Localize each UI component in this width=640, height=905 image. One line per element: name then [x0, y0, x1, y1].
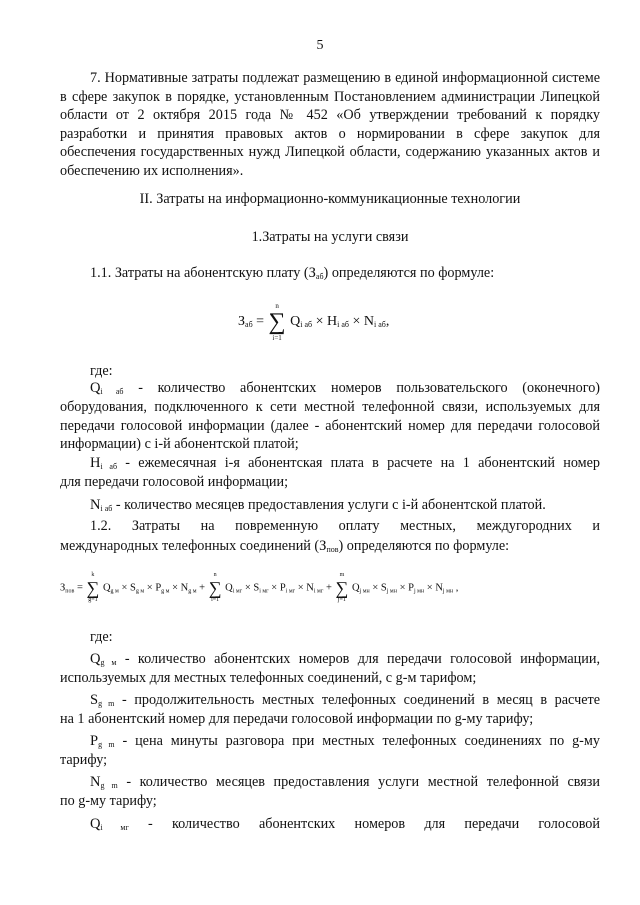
f2-j-p: P: [408, 582, 414, 594]
f1-lhs-sub: аб: [245, 320, 253, 330]
f2-lhs-sub: пов: [65, 588, 75, 595]
def-n-iab: [60, 496, 630, 519]
f2-times: ×: [426, 582, 433, 594]
f2-times: ×: [372, 582, 379, 594]
f2-i-n: N: [306, 582, 314, 594]
def-pgm-text: - цена минуты разговора при местных телефонных соединениях по g-му: [122, 733, 600, 749]
def-qgm-sym: Q: [90, 651, 101, 667]
f2-g-n-sub: g м: [188, 588, 197, 595]
f2-s2-top: n: [213, 572, 217, 578]
f2-end: ,: [455, 582, 459, 594]
def-sgm-rest: на 1 абонентский номер для передачи голосовой информации по g-му тарифу;: [60, 711, 534, 727]
f2-i-p-sub: i мг: [285, 588, 296, 595]
f2-j-n: N: [435, 582, 443, 594]
def-qimg-line1: [60, 815, 600, 838]
f2-g-s: S: [130, 582, 136, 594]
def-h-line1: - ежемесячная i-я абонентская плата в расчете на 1 абонентский номер: [125, 455, 601, 471]
f2-s3-top: m: [339, 572, 345, 578]
def-qimg-text: - количество абонентских номеров для передачи голосовой: [148, 816, 600, 832]
item-1-2-line1: 1.2. Затраты на повременную оплату местных, междугородних и: [90, 518, 600, 534]
f1-t2: H: [327, 314, 338, 330]
f2-times: ×: [121, 582, 128, 594]
def-qgm-rest: используемых для местных телефонных соединений, с g-м тарифом;: [60, 670, 477, 686]
paragraph-7: 7. Нормативные затраты подлежат размещению в единой информационной системе в сфере закупок в порядке, установленным Постановлением администрации Липецкой области от 2 октября 2015 года № 452 «Об утверждении требований к порядку разработки и принятия правовых актов о нормировании в сфере закупок для обеспечения государственных нужд Липецкой области, содержанию указанных актов и обеспечению их исполнения».: [60, 70, 600, 179]
symbol-z-sub: аб: [315, 272, 324, 281]
where-label-2: где:: [90, 629, 113, 645]
f2-g-q: Q: [102, 582, 111, 594]
def-q-sub: i аб: [100, 387, 124, 396]
def-n-sub: i аб: [100, 504, 113, 513]
f2-g-q-sub: g м: [110, 588, 119, 595]
symbol-z: З: [308, 265, 316, 281]
item-1-2-line2: [60, 537, 600, 560]
f1-times-1: ×: [315, 314, 324, 330]
f2-i-p: P: [279, 582, 286, 594]
def-qgm-text: - количество абонентских номеров для передачи голосовой информации,: [124, 651, 601, 667]
item-1-1: [60, 264, 630, 287]
f2-j-s-sub: j мн: [386, 588, 397, 595]
f1-lhs: З: [238, 314, 246, 330]
def-qimg-sym: Q: [90, 816, 101, 832]
f2-times: ×: [297, 582, 304, 594]
section-title: II. Затраты на информационно-коммуникационные технологии: [139, 191, 521, 207]
f1-sum: n ∑ i=1: [268, 302, 286, 342]
f2-i-s: S: [253, 582, 260, 594]
f2-sum-j: m ∑ j=1: [335, 572, 349, 603]
formula-povremennaya: [60, 572, 458, 604]
def-h-sub: i аб: [100, 462, 118, 471]
f2-s1-bottom: g=1: [88, 597, 98, 603]
f2-j-n-sub: j мн: [442, 588, 454, 595]
f1-t2-sub: i аб: [337, 320, 349, 330]
def-ngm-sub: g m: [100, 781, 118, 790]
f2-j-q-sub: j мн: [359, 588, 370, 595]
page-number: 5: [316, 38, 324, 53]
def-h-sym: H: [90, 455, 101, 471]
def-pgm-rest: тарифу;: [60, 752, 108, 768]
f2-eq: =: [76, 582, 83, 594]
item-1-2-after: ) определяются по формуле:: [338, 538, 510, 554]
f2-s1-top: k: [91, 572, 95, 578]
formula-abonent: [238, 302, 389, 342]
def-ngm-sym: N: [90, 774, 101, 790]
f2-s2-bottom: i=1: [211, 597, 220, 603]
f2-i-q: Q: [225, 582, 233, 594]
item-1-2-symbol: З: [319, 538, 327, 554]
item-1-1-text: 1.1. Затраты на абонентскую плату (: [90, 265, 309, 281]
f2-g-s-sub: g м: [135, 588, 145, 595]
def-n-line1: - количество месяцев предоставления услуги с i-й абонентской платой.: [115, 497, 546, 513]
f1-t1-sub: i аб: [300, 320, 313, 330]
def-h-iab-rest: для передачи голосовой информации;: [60, 474, 289, 490]
f1-t1: Q: [290, 314, 301, 330]
def-n-sym: N: [90, 497, 101, 513]
f1-times-2: ×: [352, 314, 361, 330]
f2-g-p: P: [155, 582, 162, 594]
def-q-line1: - количество абонентских номеров пользовательского (оконечного): [138, 380, 601, 396]
f1-t3-sub: i аб: [374, 320, 386, 330]
f1-sum-top: n: [275, 302, 279, 310]
f2-j-s: S: [380, 582, 387, 594]
f2-i-s-sub: i мг: [259, 588, 269, 595]
f1-end: ,: [385, 314, 390, 330]
def-qgm-sub: g м: [100, 658, 117, 667]
f2-j-p-sub: j мн: [413, 588, 425, 595]
f1-sum-bottom: i=1: [272, 334, 282, 342]
f2-sum-g: k ∑ g=1: [86, 572, 100, 603]
where-label-1: где:: [90, 363, 113, 379]
f2-times: ×: [146, 582, 153, 594]
subsection-title: 1.Затраты на услуги связи: [251, 229, 409, 245]
f2-s3-bottom: j=1: [337, 597, 346, 603]
f2-times: ×: [271, 582, 278, 594]
def-qimg-sub: i мг: [100, 823, 129, 832]
def-pgm-sym: P: [90, 733, 99, 749]
item-1-2-before: международных телефонных соединений (: [60, 538, 320, 554]
f2-plus: +: [199, 582, 206, 594]
def-sgm-sub: g m: [98, 699, 115, 708]
item-1-2-symbol-sub: пов: [326, 545, 339, 554]
f2-times: ×: [244, 582, 251, 594]
f2-times: ×: [172, 582, 179, 594]
f2-g-n: N: [180, 582, 189, 594]
def-ngm-rest: по g-му тарифу;: [60, 793, 157, 809]
def-ngm-text: - количество месяцев предоставления услуги местной телефонной связи: [126, 774, 601, 790]
f2-times: ×: [399, 582, 406, 594]
def-pgm-sub: g m: [98, 740, 115, 749]
f2-i-q-sub: i мг: [232, 588, 243, 595]
def-sgm-sym: S: [90, 692, 99, 708]
f2-lhs: З: [60, 582, 66, 594]
f2-sum-i: n ∑ i=1: [208, 572, 222, 603]
item-1-1-text-end: ) определяются по формуле:: [323, 265, 495, 281]
def-q-iab-rest: оборудования, подключенного к сети местной телефонной связи, используемых для передачи голосовой информации (далее - абонентский номер для передачи голосовой информации) с i-й абонентской платой;: [60, 399, 600, 452]
f1-eq: =: [256, 314, 265, 330]
f2-j-q: Q: [351, 582, 360, 594]
def-q-sym: Q: [90, 380, 101, 396]
f1-t3: N: [363, 314, 375, 330]
f2-plus: +: [325, 582, 332, 594]
f2-i-n-sub: i мг: [313, 588, 324, 595]
def-sgm-text: - продолжительность местных телефонных соединений в месяц в расчете: [121, 692, 601, 708]
f2-g-p-sub: g м: [161, 588, 170, 595]
